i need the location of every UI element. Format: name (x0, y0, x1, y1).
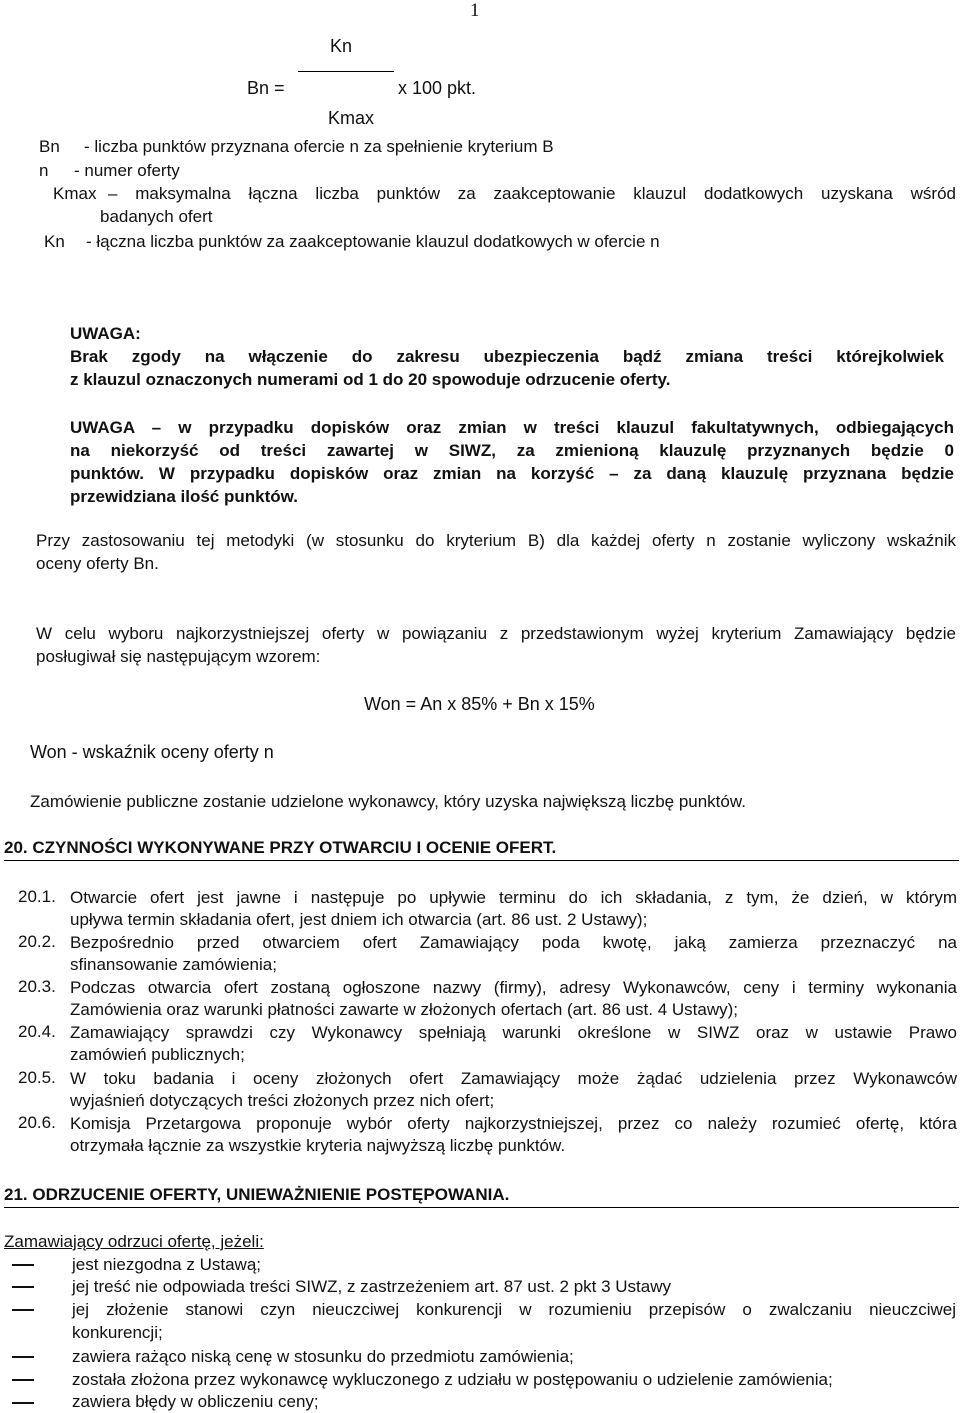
def-bn-text: - liczba punktów przyznana ofercie n za spełnienie kryterium B (84, 137, 554, 156)
def-kn-text: - łączna liczba punktów za zaakceptowanie klauzul dodatkowych w ofercie n (86, 232, 660, 251)
def-kn-symbol: Kn (44, 232, 65, 251)
item-20-5-text: W toku badania i oceny złożonych ofert Zamawiający może żądać udzielenia przez Wykonawców wyjaśnień dotyczących treści złożonych przez nich ofert; (70, 1069, 957, 1110)
warning-line-2: z klauzul oznaczonych numerami od 1 do 20 spowoduje odrzucenie oferty. (70, 370, 671, 389)
para-method-line-2: oceny oferty Bn. (36, 554, 159, 573)
won-definition: Won - wskaźnik oceny oferty n (30, 742, 274, 762)
item-20-2-text: Bezpośrednio przed otwarciem ofert Zamawiający poda kwotę, jaką zamierza przeznaczyć na sfinansowanie zamówienia; (70, 933, 957, 974)
section-21-heading: 21. ODRZUCENIE OFERTY, UNIEWAŻNIENIE POSTĘPOWANIA. (4, 1184, 959, 1208)
para-method-line-1: Przy zastosowaniu tej metodyki (w stosunku do kryterium B) dla każdej oferty n zostanie wyliczony wskaźnik (36, 531, 956, 550)
def-n-symbol: n (39, 161, 49, 180)
formula-denominator: Kmax (328, 108, 375, 128)
rejection-item-1: jest niezgodna z Ustawą; (72, 1255, 261, 1274)
para-selection-line-2: posługiwał się następującym wzorem: (36, 647, 321, 666)
section-21-intro: Zamawiający odrzuci ofertę, jeżeli: (4, 1232, 264, 1251)
award-statement: Zamówienie publiczne zostanie udzielone wykonawcy, który uzyska największą liczbę punktów. (30, 792, 746, 811)
def-bn-symbol: Bn (39, 137, 60, 156)
item-20-3-number: 20.3. (18, 977, 56, 996)
def-kmax-symbol: Kmax (53, 184, 97, 203)
page-number: 1 (470, 0, 480, 21)
formula-lhs: Bn = (247, 78, 285, 98)
rejection-item-2: jej treść nie odpowiada treści SIWZ, z zastrzeżeniem art. 87 ust. 2 pkt 3 Ustawy (72, 1277, 672, 1296)
item-20-6-text: Komisja Przetargowa proponuje wybór oferty najkorzystniejszej, przez co należy rozumieć ofertę, która otrzymała łącznie za wszystkie kryteria najwyższą liczbę punktów. (70, 1114, 957, 1155)
item-20-1-number: 20.1. (18, 887, 56, 906)
def-kmax-continuation: badanych ofert (100, 207, 213, 226)
item-20-3-text: Podczas otwarcia ofert zostaną ogłoszone nazwy (firmy), adresy Wykonawców, ceny i terminy wykonania Zamówienia oraz warunki płatności zawarte w złożonych ofertach (art. 86 ust. 4 Ustawy); (70, 978, 957, 1019)
bullet-dash (12, 1379, 34, 1381)
rejection-item-3-line-1: jej złożenie stanowi czyn nieuczciwej konkurencji w rozumieniu przepisów o zwalczaniu nieuczciwej (72, 1300, 956, 1319)
section-20-heading: 20. CZYNNOŚCI WYKONYWANE PRZY OTWARCIU I OCENIE OFERT. (4, 837, 959, 861)
bullet-dash (12, 1286, 34, 1288)
rejection-item-3-line-2: konkurencji; (72, 1323, 163, 1342)
bullet-dash (12, 1309, 34, 1311)
warning2-line-3: punktów. W przypadku dopisków oraz zmian na korzyść – za daną klauzulę przyznana będzie (70, 464, 954, 483)
item-20-2-number: 20.2. (18, 932, 56, 951)
def-n-text: - numer oferty (74, 161, 180, 180)
formula-won: Won = An x 85% + Bn x 15% (364, 694, 595, 714)
item-20-4-text: Zamawiający sprawdzi czy Wykonawcy spełniają warunki określone w SIWZ oraz w ustawie Prawo zamówień publicznych; (70, 1023, 957, 1064)
bullet-dash (12, 1402, 34, 1404)
rejection-item-6: zawiera błędy w obliczeniu ceny; (72, 1392, 319, 1411)
item-20-1-text: Otwarcie ofert jest jawne i następuje po upływie terminu do ich składania, z tym, że dzień, w którym upływa termin składania ofert, jest dniem ich otwarcia (art. 86 ust. 2 Ustawy); (70, 888, 957, 929)
formula-numerator: Kn (330, 36, 353, 56)
item-20-6-number: 20.6. (18, 1113, 56, 1132)
rejection-item-5: została złożona przez wykonawcę wykluczonego z udziału w postępowaniu o udzielenie zamówienia; (72, 1370, 833, 1389)
para-selection-line-1: W celu wyboru najkorzystniejszej oferty w powiązaniu z przedstawionym wyżej kryterium Zamawiający będzie (36, 624, 956, 643)
def-kmax-text: – maksymalna łączna liczba punktów za zaakceptowanie klauzul dodatkowych uzyskana wśród (108, 184, 956, 203)
item-20-4-number: 20.4. (18, 1022, 56, 1041)
bullet-dash (12, 1356, 34, 1358)
formula-fraction-bar (298, 71, 394, 72)
warning2-line-1: UWAGA – w przypadku dopisków oraz zmian w treści klauzul fakultatywnych, odbiegających (70, 418, 954, 437)
warning2-line-4: przewidziana ilość punktów. (70, 487, 298, 506)
warning2-line-2: na niekorzyść od treści zawartej w SIWZ, za zmienioną klauzulę przyznanych będzie 0 (70, 441, 954, 460)
warning-title: UWAGA: (70, 324, 141, 343)
warning-line-1: Brak zgody na włączenie do zakresu ubezpieczenia bądź zmiana treści którejkolwiek (70, 347, 944, 366)
rejection-item-4: zawiera rażąco niską cenę w stosunku do przedmiotu zamówienia; (72, 1347, 574, 1366)
item-20-5-number: 20.5. (18, 1068, 56, 1087)
bullet-dash (12, 1264, 34, 1266)
formula-multiplier: x 100 pkt. (398, 78, 477, 98)
